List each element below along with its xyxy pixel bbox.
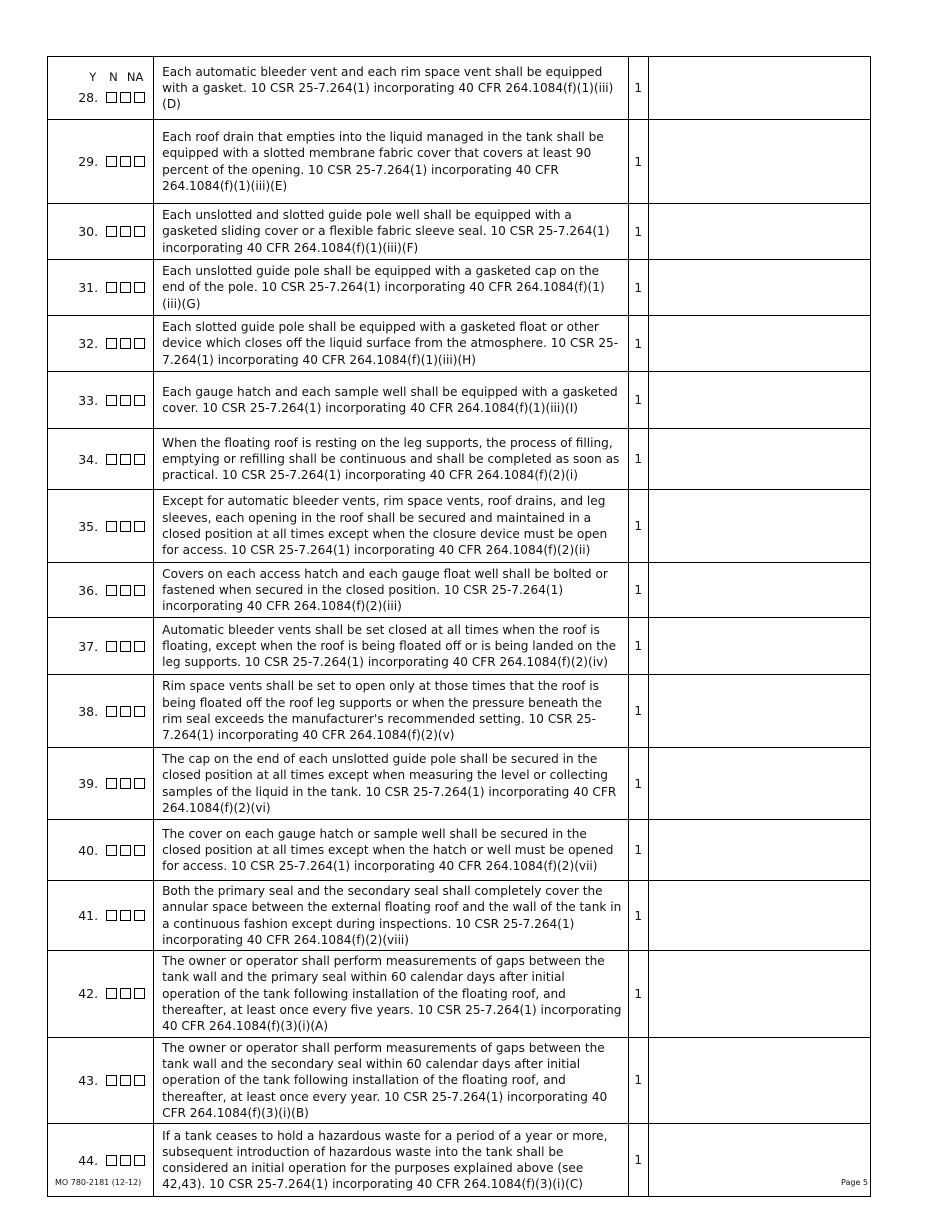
table-row bbox=[48, 951, 871, 1037]
page-number: Page 5 bbox=[841, 1178, 868, 1187]
notes-field[interactable] bbox=[648, 820, 870, 881]
checkbox-na[interactable] bbox=[134, 156, 145, 167]
checklist-table bbox=[47, 56, 871, 1197]
checkbox-yes[interactable] bbox=[106, 282, 117, 293]
item-number: 41. bbox=[78, 908, 99, 924]
item-count: 1 bbox=[628, 820, 648, 881]
checkbox-no[interactable] bbox=[120, 910, 131, 921]
checkbox-yes[interactable] bbox=[106, 910, 117, 921]
checkbox-na[interactable] bbox=[134, 845, 145, 856]
item-count: 1 bbox=[628, 1037, 648, 1123]
requirement-text: Except for automatic bleeder vents, rim space vents, roof drains, and leg sleeves, each opening in the roof shall be secured and maintained in a closed position at all times except when the closure device must be open for access. 10 CSR 25-7.264(1) incorporating 40 CFR 264.1084(f)(2)(ii) bbox=[154, 490, 629, 563]
notes-field[interactable] bbox=[648, 372, 870, 429]
checkbox-yes[interactable] bbox=[106, 706, 117, 717]
notes-field[interactable] bbox=[648, 204, 870, 260]
requirement-text: When the floating roof is resting on the leg supports, the process of filling, emptying or refilling shall be continuous and shall be completed as soon as practical. 10 CSR 25-7.264(1) incorporating 40 CFR 264.1084(f)(2)(i) bbox=[154, 429, 629, 490]
item-number: 31. bbox=[78, 280, 99, 295]
checkbox-no[interactable] bbox=[120, 778, 131, 789]
checkbox-no[interactable] bbox=[120, 156, 131, 167]
item-number-cell bbox=[48, 429, 154, 490]
checkbox-yes[interactable] bbox=[106, 521, 117, 532]
item-number-cell bbox=[48, 372, 154, 429]
item-number: 35. bbox=[78, 518, 99, 534]
checkbox-na[interactable] bbox=[134, 778, 145, 789]
checkbox-no[interactable] bbox=[120, 338, 131, 349]
item-number-cell bbox=[48, 675, 154, 748]
checkbox-na[interactable] bbox=[134, 395, 145, 406]
item-number-cell bbox=[48, 748, 154, 820]
form-id: MO 780-2181 (12-12) bbox=[55, 1178, 142, 1187]
item-number-cell bbox=[48, 881, 154, 951]
requirement-text: Both the primary seal and the secondary seal shall completely cover the annular space between the external floating roof and the wall of the tank in a continuous fashion except during inspections. 10 CSR 25-7.264(1) incorporating 40 CFR 264.1084(f)(2)(viii) bbox=[154, 881, 629, 951]
checkbox-na[interactable] bbox=[134, 641, 145, 652]
item-number-cell bbox=[48, 120, 154, 204]
item-number-cell bbox=[48, 260, 154, 316]
table-row bbox=[48, 316, 871, 372]
item-count: 1 bbox=[628, 1124, 648, 1197]
checkbox-no[interactable] bbox=[120, 1155, 131, 1166]
item-count: 1 bbox=[628, 951, 648, 1037]
table-row bbox=[48, 490, 871, 563]
item-number: 32. bbox=[78, 336, 99, 351]
checkbox-na[interactable] bbox=[134, 454, 145, 465]
header-n: N bbox=[109, 70, 118, 84]
checkbox-yes[interactable] bbox=[106, 1075, 117, 1086]
item-count: 1 bbox=[628, 120, 648, 204]
notes-field[interactable] bbox=[648, 618, 870, 675]
notes-field[interactable] bbox=[648, 57, 870, 120]
notes-field[interactable] bbox=[648, 1037, 870, 1123]
table-row bbox=[48, 881, 871, 951]
checkbox-no[interactable] bbox=[120, 585, 131, 596]
checkbox-na[interactable] bbox=[134, 988, 145, 999]
checkbox-na[interactable] bbox=[134, 226, 145, 237]
table-row bbox=[48, 618, 871, 675]
table-row bbox=[48, 675, 871, 748]
checkbox-yes[interactable] bbox=[106, 454, 117, 465]
checkbox-no[interactable] bbox=[120, 706, 131, 717]
checkbox-na[interactable] bbox=[134, 585, 145, 596]
checkbox-yes[interactable] bbox=[106, 778, 117, 789]
checkbox-yes[interactable] bbox=[106, 585, 117, 596]
notes-field[interactable] bbox=[648, 1124, 870, 1197]
notes-field[interactable] bbox=[648, 881, 870, 951]
item-number-cell bbox=[48, 563, 154, 618]
checkbox-yes[interactable] bbox=[106, 338, 117, 349]
checkbox-no[interactable] bbox=[120, 282, 131, 293]
item-count: 1 bbox=[628, 429, 648, 490]
notes-field[interactable] bbox=[648, 675, 870, 748]
table-row bbox=[48, 429, 871, 490]
item-number: 37. bbox=[78, 638, 99, 654]
checkbox-na[interactable] bbox=[134, 706, 145, 717]
item-number-cell bbox=[48, 618, 154, 675]
item-number-cell bbox=[48, 820, 154, 881]
notes-field[interactable] bbox=[648, 563, 870, 618]
checkbox-yes[interactable] bbox=[106, 845, 117, 856]
requirement-text: Each roof drain that empties into the liquid managed in the tank shall be equipped with a slotted membrane fabric cover that covers at least 90 percent of the opening. 10 CSR 25-7.264(1) incorporating 40 CFR 264.1084(f)(1)(iii)(E) bbox=[154, 120, 629, 204]
item-number-cell bbox=[48, 1037, 154, 1123]
requirement-text: Each unslotted guide pole shall be equipped with a gasketed cap on the end of the pole. 10 CSR 25-7.264(1) incorporating 40 CFR 264.1084(f)(1)(iii)(G) bbox=[154, 260, 629, 316]
requirement-text: Rim space vents shall be set to open only at those times that the roof is being floated off the roof leg supports or when the pressure beneath the rim seal exceeds the manufacturer's recommended setting. 10 CSR 25-7.264(1) incorporating 40 CFR 264.1084(f)(2)(v) bbox=[154, 675, 629, 748]
checkbox-no[interactable] bbox=[120, 226, 131, 237]
item-count: 1 bbox=[628, 490, 648, 563]
item-count: 1 bbox=[628, 563, 648, 618]
checkbox-na[interactable] bbox=[134, 1075, 145, 1086]
item-count: 1 bbox=[628, 881, 648, 951]
table-row bbox=[48, 260, 871, 316]
checkbox-no[interactable] bbox=[120, 521, 131, 532]
item-number: 30. bbox=[78, 224, 99, 239]
checkbox-na[interactable] bbox=[134, 521, 145, 532]
notes-field[interactable] bbox=[648, 316, 870, 372]
requirement-text: Each slotted guide pole shall be equipped with a gasketed float or other device which closes off the liquid surface from the atmosphere. 10 CSR 25-7.264(1) incorporating 40 CFR 264.1084(f)(1)(iii)(H) bbox=[154, 316, 629, 372]
requirement-text: If a tank ceases to hold a hazardous waste for a period of a year or more, subsequent introduction of hazardous waste into the tank shall be considered an initial operation for the purposes explained above (see 42,43). 10 CSR 25-7.264(1) incorporating 40 CFR 264.1084(f)(3)(i)(C) bbox=[154, 1124, 629, 1197]
table-row bbox=[48, 372, 871, 429]
notes-field[interactable] bbox=[648, 120, 870, 204]
item-number: 40. bbox=[78, 842, 99, 858]
item-number: 43. bbox=[78, 1072, 99, 1088]
checkbox-na[interactable] bbox=[134, 282, 145, 293]
checkbox-yes[interactable] bbox=[106, 92, 117, 103]
item-number-cell bbox=[48, 316, 154, 372]
requirement-text: Covers on each access hatch and each gauge float well shall be bolted or fastened when secured in the closed position. 10 CSR 25-7.264(1) incorporating 40 CFR 264.1084(f)(2)(iii) bbox=[154, 563, 629, 618]
item-count: 1 bbox=[628, 618, 648, 675]
item-number: 34. bbox=[78, 451, 99, 467]
table-row bbox=[48, 563, 871, 618]
item-count: 1 bbox=[628, 57, 648, 120]
item-count: 1 bbox=[628, 372, 648, 429]
requirement-text: Each automatic bleeder vent and each rim space vent shall be equipped with a gasket. 10 CSR 25-7.264(1) incorporating 40 CFR 264.1084(f)(1)(iii)(D) bbox=[154, 57, 629, 120]
checkbox-na[interactable] bbox=[134, 1155, 145, 1166]
table-row bbox=[48, 820, 871, 881]
requirement-text: Each gauge hatch and each sample well shall be equipped with a gasketed cover. 10 CSR 25-7.264(1) incorporating 40 CFR 264.1084(f)(1)(iii)(I) bbox=[154, 372, 629, 429]
item-number-cell bbox=[48, 490, 154, 563]
header-y: Y bbox=[89, 70, 97, 84]
requirement-text: The cover on each gauge hatch or sample well shall be secured in the closed position at all times except when the hatch or well must be opened for access. 10 CSR 25-7.264(1) incorporating 40 CFR 264.1084(f)(2)(vii) bbox=[154, 820, 629, 881]
item-number: 28. bbox=[78, 89, 99, 105]
table-row bbox=[48, 1037, 871, 1123]
notes-field[interactable] bbox=[648, 260, 870, 316]
item-number-cell bbox=[48, 57, 154, 120]
requirement-text: Automatic bleeder vents shall be set closed at all times when the roof is floating, except when the roof is being floated off or is being landed on the leg supports. 10 CSR 25-7.264(1) incorporating 40 CFR 264.1084(f)(2)(iv) bbox=[154, 618, 629, 675]
checkbox-no[interactable] bbox=[120, 641, 131, 652]
item-number: 44. bbox=[78, 1152, 99, 1168]
requirement-text: The owner or operator shall perform measurements of gaps between the tank wall and the secondary seal within 60 calendar days after initial operation of the tank following installation of the floating roof, and thereafter, at least once every year. 10 CSR 25-7.264(1) incorporating 40 CFR 264.1084(f)(3)(i)(B) bbox=[154, 1037, 629, 1123]
table-row bbox=[48, 748, 871, 820]
item-count: 1 bbox=[628, 675, 648, 748]
item-number: 29. bbox=[78, 154, 99, 169]
checkbox-no[interactable] bbox=[120, 845, 131, 856]
header-na: NA bbox=[126, 70, 144, 84]
item-count: 1 bbox=[628, 748, 648, 820]
checkbox-na[interactable] bbox=[134, 92, 145, 103]
item-number: 36. bbox=[78, 582, 99, 598]
requirement-text: Each unslotted and slotted guide pole well shall be equipped with a gasketed sliding cover or a flexible fabric sleeve seal. 10 CSR 25-7.264(1) incorporating 40 CFR 264.1084(f)(1)(iii)(F) bbox=[154, 204, 629, 260]
checkbox-no[interactable] bbox=[120, 395, 131, 406]
table-row bbox=[48, 120, 871, 204]
notes-field[interactable] bbox=[648, 951, 870, 1037]
notes-field[interactable] bbox=[648, 490, 870, 563]
checkbox-no[interactable] bbox=[120, 1075, 131, 1086]
item-number: 42. bbox=[78, 986, 99, 1002]
item-number-cell bbox=[48, 204, 154, 260]
table-row bbox=[48, 204, 871, 260]
item-number: 39. bbox=[78, 776, 99, 791]
table-row bbox=[48, 57, 871, 120]
item-count: 1 bbox=[628, 260, 648, 316]
checkbox-no[interactable] bbox=[120, 988, 131, 999]
checkbox-yes[interactable] bbox=[106, 641, 117, 652]
yn-na-header bbox=[84, 70, 145, 84]
checkbox-yes[interactable] bbox=[106, 1155, 117, 1166]
notes-field[interactable] bbox=[648, 429, 870, 490]
requirement-text: The cap on the end of each unslotted guide pole shall be secured in the closed position at all times except when measuring the level or collecting samples of the liquid in the tank. 10 CSR 25-7.264(1) incorporating 40 CFR 264.1084(f)(2)(vi) bbox=[154, 748, 629, 820]
item-number: 33. bbox=[78, 392, 99, 408]
checkbox-no[interactable] bbox=[120, 92, 131, 103]
checkbox-no[interactable] bbox=[120, 454, 131, 465]
item-count: 1 bbox=[628, 204, 648, 260]
checkbox-yes[interactable] bbox=[106, 988, 117, 999]
checkbox-na[interactable] bbox=[134, 910, 145, 921]
table-row bbox=[48, 1124, 871, 1197]
item-count: 1 bbox=[628, 316, 648, 372]
checkbox-yes[interactable] bbox=[106, 156, 117, 167]
checkbox-yes[interactable] bbox=[106, 226, 117, 237]
item-number-cell bbox=[48, 951, 154, 1037]
notes-field[interactable] bbox=[648, 748, 870, 820]
requirement-text: The owner or operator shall perform measurements of gaps between the tank wall and the primary seal within 60 calendar days after initial operation of the tank following installation of the floating roof, and thereafter, at least once every five years. 10 CSR 25-7.264(1) incorporating 40 CFR 264.1084(f)(3)(i)(A) bbox=[154, 951, 629, 1037]
checkbox-yes[interactable] bbox=[106, 395, 117, 406]
checkbox-na[interactable] bbox=[134, 338, 145, 349]
item-number: 38. bbox=[78, 703, 99, 719]
